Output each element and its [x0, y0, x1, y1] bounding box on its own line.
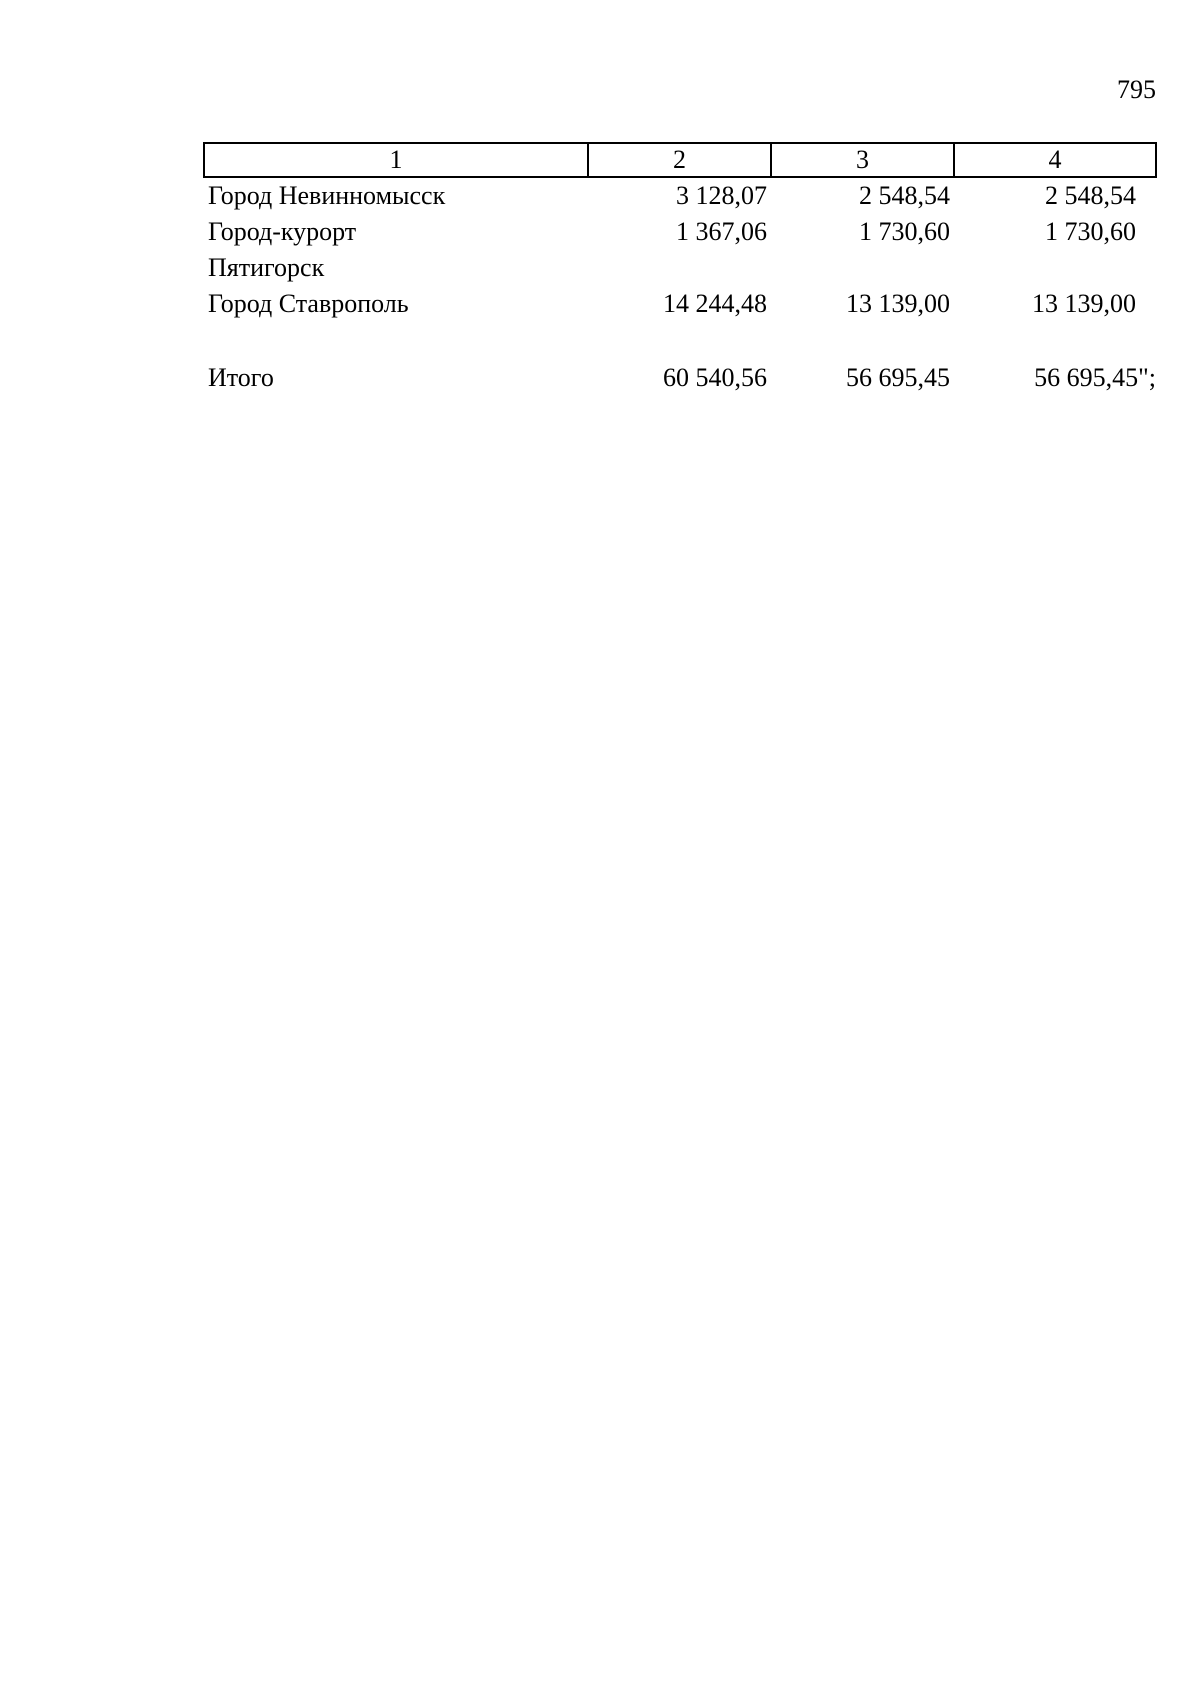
- data-table: [203, 142, 1157, 396]
- row-name: Город-курорт Пятигорск: [208, 217, 357, 282]
- spacer-cell: [588, 322, 771, 360]
- row-value-col4: 2 548,54: [1045, 181, 1136, 210]
- table-row: [204, 177, 1156, 214]
- row-value-col4: 1 730,60: [1045, 217, 1136, 246]
- total-value-col4: 56 695,45";: [1034, 363, 1156, 392]
- table-row: [204, 214, 1156, 286]
- spacer-cell: [771, 322, 954, 360]
- header-col-4: 4: [954, 143, 1156, 177]
- row-value-col3: 2 548,54: [859, 181, 950, 210]
- total-row: [204, 360, 1156, 396]
- row-value-col2: 14 244,48: [663, 289, 767, 318]
- page-number: 795: [1117, 75, 1156, 104]
- row-value-col3: 1 730,60: [859, 217, 950, 246]
- spacer-cell: [954, 322, 1156, 360]
- header-col-3: 3: [771, 143, 954, 177]
- row-name: Город Невинномысск: [208, 181, 446, 210]
- spacer-cell: [204, 322, 588, 360]
- row-value-col2: 3 128,07: [676, 181, 767, 210]
- header-row: [204, 143, 1156, 177]
- row-name: Город Ставрополь: [208, 289, 409, 318]
- row-value-col3: 13 139,00: [846, 289, 950, 318]
- row-value-col4: 13 139,00: [1032, 289, 1136, 318]
- spacer-row: [204, 322, 1156, 360]
- header-col-2: 2: [588, 143, 771, 177]
- table-body: [204, 177, 1156, 396]
- row-value-col2: 1 367,06: [676, 217, 767, 246]
- table-header: [204, 143, 1156, 177]
- header-col-1: 1: [204, 143, 588, 177]
- total-value-col3: 56 695,45: [846, 363, 950, 392]
- table-row: [204, 286, 1156, 322]
- total-value-col2: 60 540,56: [663, 363, 767, 392]
- total-label: Итого: [208, 363, 274, 392]
